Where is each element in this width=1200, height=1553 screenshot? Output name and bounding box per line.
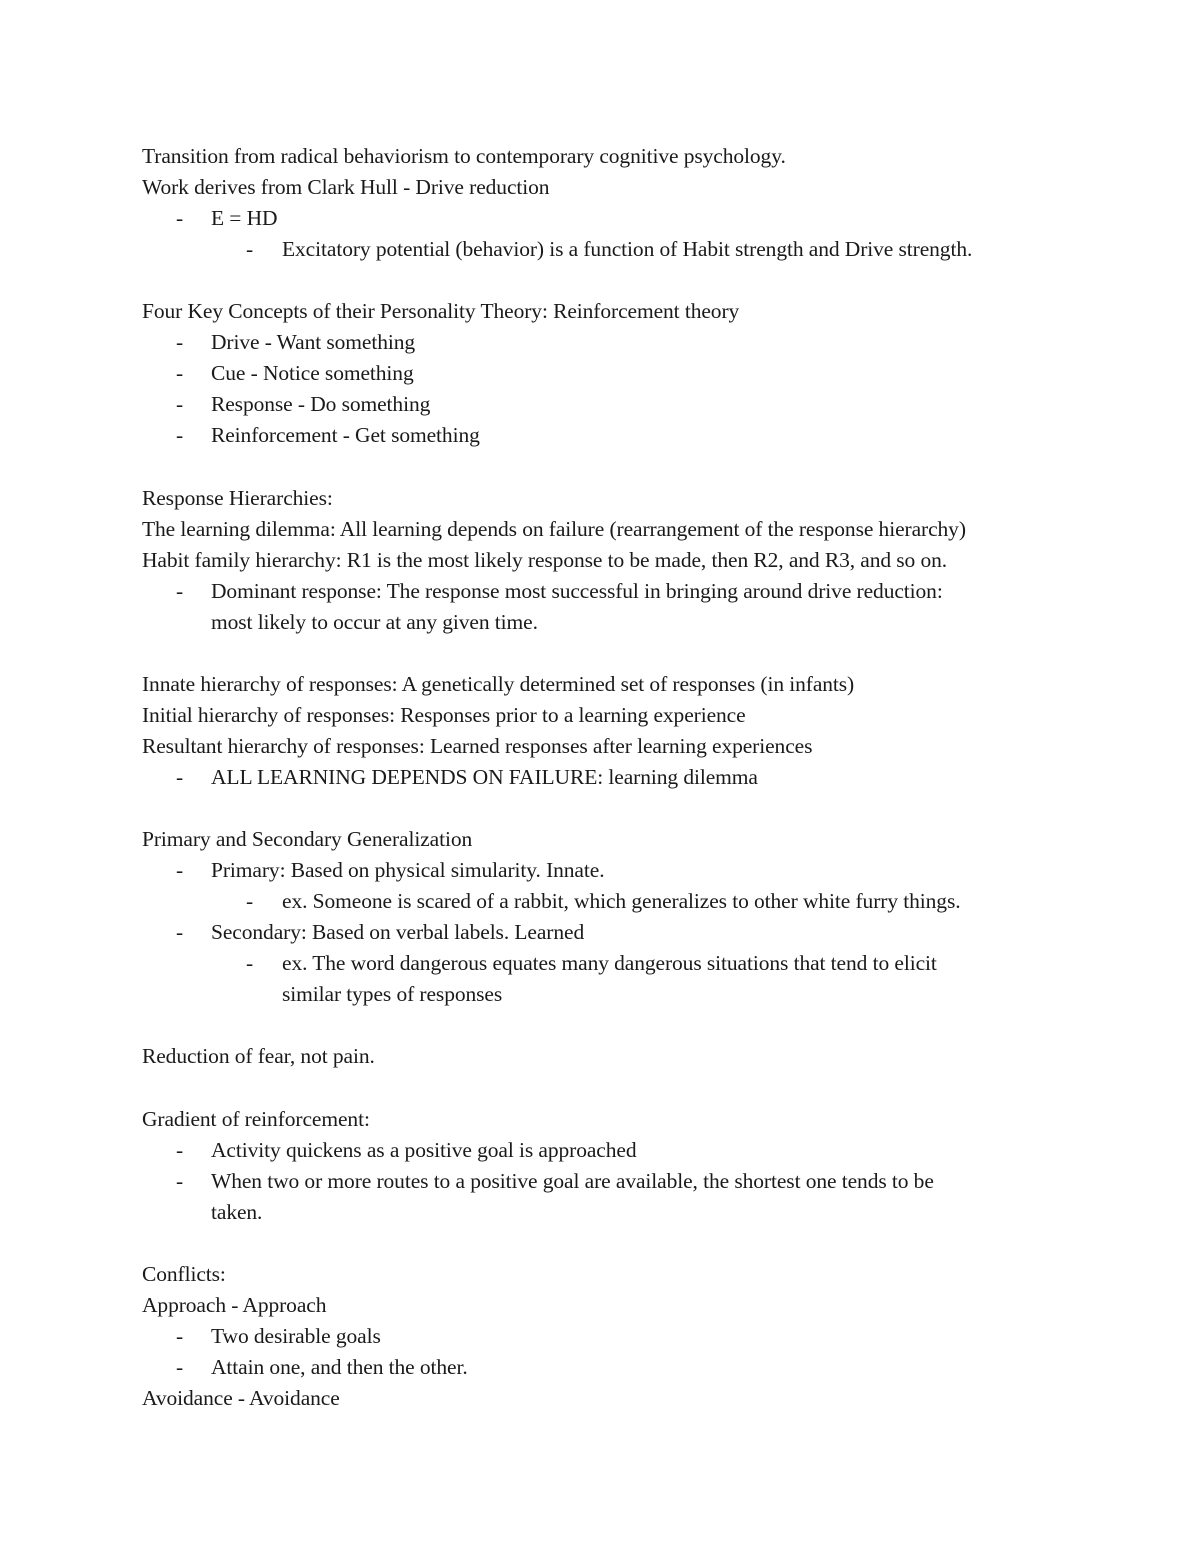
document-line bbox=[142, 1041, 1102, 1072]
document-line bbox=[142, 483, 1102, 514]
document-line bbox=[142, 514, 1102, 545]
bullet-dash-icon: - bbox=[176, 858, 184, 883]
document-line bbox=[142, 1383, 1102, 1414]
document-line bbox=[142, 296, 1102, 327]
line-text: ex. Someone is scared of a rabbit, which generalizes to other white furry things. bbox=[282, 889, 961, 914]
line-text: Response - Do something bbox=[211, 392, 431, 417]
line-text: Conflicts: bbox=[142, 1261, 226, 1286]
line-text: Reinforcement - Get something bbox=[211, 423, 480, 448]
bullet-dash-icon: - bbox=[176, 765, 184, 789]
line-text: Habit family hierarchy: R1 is the most likely response to be made, then R2, and R3, and so on. bbox=[142, 547, 948, 572]
bullet-dash-icon: - bbox=[176, 1168, 184, 1193]
bullet-dash-icon: - bbox=[176, 361, 184, 386]
document-line bbox=[142, 979, 1102, 1010]
line-text: Cue - Notice something bbox=[211, 361, 414, 386]
line-text: Reduction of fear, not pain. bbox=[142, 1044, 375, 1069]
document-line bbox=[142, 1259, 1102, 1290]
line-text: Gradient of reinforcement: bbox=[142, 1106, 370, 1131]
line-text: Two desirable goals bbox=[211, 1323, 381, 1348]
bullet-dash-icon: - bbox=[176, 578, 184, 603]
document-line bbox=[142, 855, 1102, 886]
document-line bbox=[142, 669, 1102, 700]
line-text: Innate hierarchy of responses: A genetically determined set of responses (in infants) bbox=[142, 671, 855, 696]
line-text: Transition from radical behaviorism to contemporary cognitive psychology. bbox=[142, 144, 786, 168]
line-text: Drive - Want something bbox=[211, 330, 416, 355]
document-line bbox=[142, 1352, 1102, 1383]
line-text: Resultant hierarchy of responses: Learned responses after learning experiences bbox=[142, 733, 813, 758]
line-text: ALL LEARNING DEPENDS ON FAILURE: learning dilemma bbox=[211, 765, 758, 789]
bullet-dash-icon: - bbox=[176, 1354, 184, 1379]
document-line bbox=[142, 576, 1102, 607]
bullet-dash-icon: - bbox=[176, 1323, 184, 1348]
bullet-dash-icon: - bbox=[246, 951, 254, 976]
line-text: Initial hierarchy of responses: Responses prior to a learning experience bbox=[142, 702, 746, 727]
bullet-dash-icon: - bbox=[176, 206, 184, 231]
line-text: most likely to occur at any given time. bbox=[211, 609, 538, 634]
line-text: Attain one, and then the other. bbox=[211, 1354, 468, 1379]
bullet-dash-icon: - bbox=[176, 330, 184, 355]
line-text: ex. The word dangerous equates many dangerous situations that tend to elicit bbox=[282, 951, 937, 976]
line-text: Work derives from Clark Hull - Drive reduction bbox=[142, 175, 550, 200]
line-text: The learning dilemma: All learning depends on failure (rearrangement of the response hierarchy) bbox=[142, 516, 966, 541]
line-text: Dominant response: The response most successful in bringing around drive reduction: bbox=[211, 578, 943, 603]
line-text: taken. bbox=[211, 1199, 263, 1224]
document-line bbox=[142, 700, 1102, 731]
document-line bbox=[142, 948, 1102, 979]
document-line bbox=[142, 203, 1102, 234]
document-line bbox=[142, 886, 1102, 917]
document-line bbox=[142, 1321, 1102, 1352]
line-text: Avoidance - Avoidance bbox=[142, 1386, 340, 1410]
document-line bbox=[142, 1104, 1102, 1135]
line-text: Primary and Secondary Generalization bbox=[142, 827, 473, 852]
line-text: similar types of responses bbox=[282, 982, 503, 1007]
document-line bbox=[142, 234, 1102, 265]
line-text: Secondary: Based on verbal labels. Learned bbox=[211, 920, 585, 945]
document-line bbox=[142, 731, 1102, 762]
bullet-dash-icon: - bbox=[246, 889, 254, 914]
bullet-dash-icon: - bbox=[176, 392, 184, 417]
document-line bbox=[142, 1197, 1102, 1228]
document-line bbox=[142, 420, 1102, 451]
bullet-dash-icon: - bbox=[176, 1137, 184, 1162]
document-line bbox=[142, 1166, 1102, 1197]
bullet-dash-icon: - bbox=[176, 423, 184, 448]
document-line bbox=[142, 607, 1102, 638]
document-line bbox=[142, 545, 1102, 576]
document-line bbox=[142, 172, 1102, 203]
document-line bbox=[142, 141, 1102, 172]
document-line bbox=[142, 762, 1102, 793]
document-line bbox=[142, 1290, 1102, 1321]
line-text: Response Hierarchies: bbox=[142, 485, 333, 510]
bullet-dash-icon: - bbox=[176, 920, 184, 945]
document-line bbox=[142, 1135, 1102, 1166]
line-text: Four Key Concepts of their Personality Theory: Reinforcement theory bbox=[142, 299, 740, 324]
document-line bbox=[142, 358, 1102, 389]
line-text: When two or more routes to a positive goal are available, the shortest one tends to be bbox=[211, 1168, 934, 1193]
document-line bbox=[142, 824, 1102, 855]
line-text: Excitatory potential (behavior) is a function of Habit strength and Drive strength. bbox=[282, 237, 973, 262]
line-text: Approach - Approach bbox=[142, 1292, 327, 1317]
line-text: Primary: Based on physical simularity. Innate. bbox=[211, 858, 605, 883]
line-text: E = HD bbox=[211, 206, 278, 231]
document-line bbox=[142, 327, 1102, 358]
line-text: Activity quickens as a positive goal is approached bbox=[211, 1137, 637, 1162]
document-line bbox=[142, 917, 1102, 948]
bullet-dash-icon: - bbox=[246, 237, 254, 262]
document-line bbox=[142, 389, 1102, 420]
